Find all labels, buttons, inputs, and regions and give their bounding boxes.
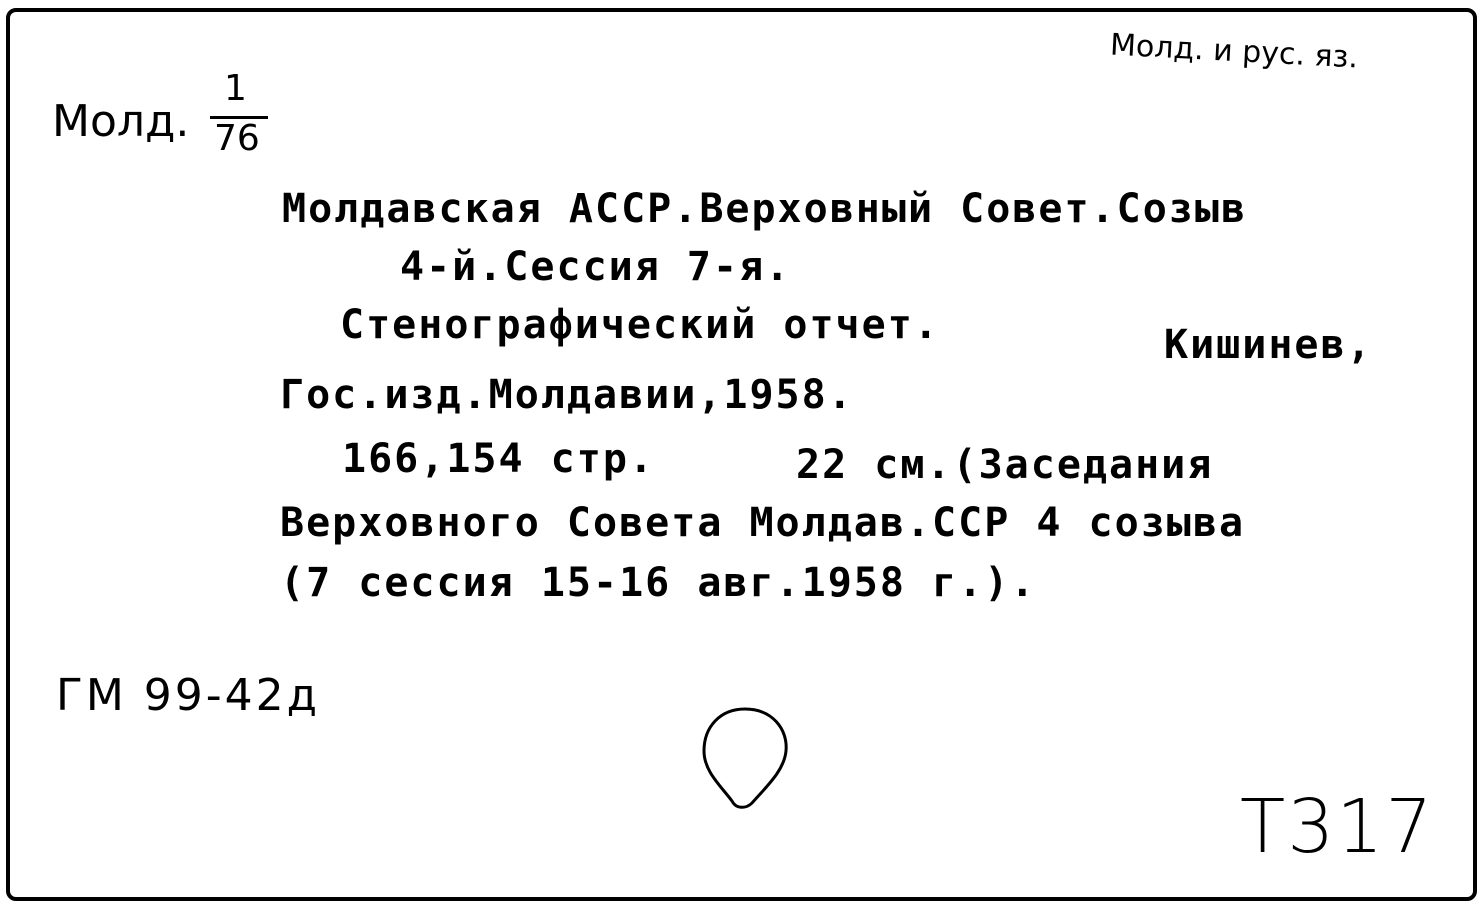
language-note: Молд. и рус. яз.: [1109, 27, 1359, 76]
entry-place: Кишинев,: [1164, 322, 1373, 368]
card-number: Т317: [1240, 784, 1435, 870]
call-number-denominator: 76: [214, 118, 260, 159]
entry-heading: Молдавская АССР.Верховный Совет.Созыв: [282, 186, 1248, 232]
entry-publisher: Гос.изд.Молдавии,1958.: [280, 372, 854, 418]
entry-series-continued: Верховного Совета Молдав.ССР 4 созыва: [280, 500, 1246, 546]
entry-title: Стенографический отчет.: [340, 302, 940, 348]
entry-size-series: 22 см.(Заседания: [796, 442, 1214, 488]
shelf-mark: ГМ 99-42д: [56, 670, 321, 721]
call-number-prefix: Молд.: [52, 96, 190, 147]
call-number: [52, 68, 292, 182]
entry-series-session: (7 сессия 15-16 авг.1958 г.).: [280, 560, 1037, 606]
call-number-numerator: 1: [224, 68, 247, 109]
entry-pages: 166,154 стр.: [342, 436, 655, 482]
entry-heading-continued: 4-й.Сессия 7-я.: [400, 244, 792, 290]
punch-hole-icon: [700, 705, 790, 809]
